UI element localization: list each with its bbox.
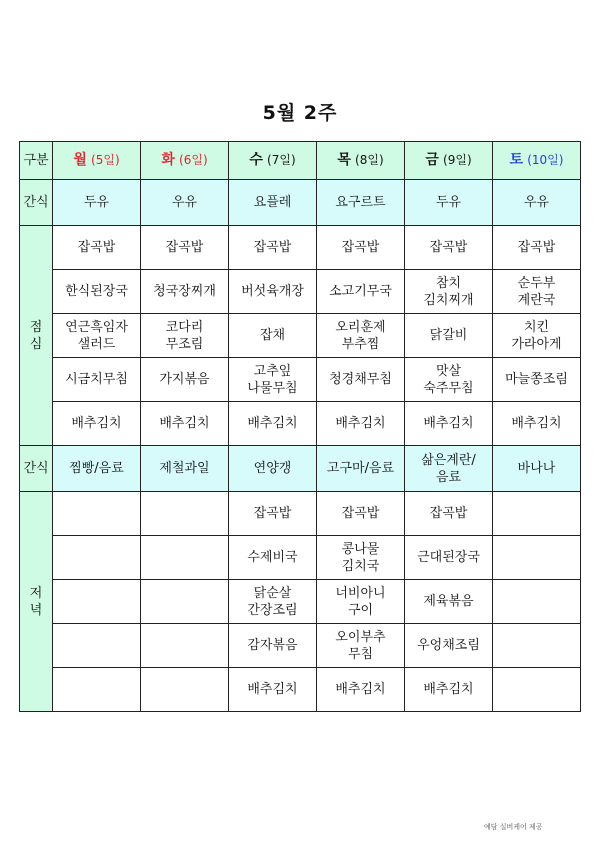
menu-cell: 잡곡밥 xyxy=(405,492,493,536)
menu-cell xyxy=(493,624,581,668)
menu-cell: 찜빵/음료 xyxy=(53,446,141,492)
menu-cell: 배추김치 xyxy=(493,402,581,446)
menu-cell xyxy=(141,536,229,580)
header-day xyxy=(493,142,581,180)
day-date: (9일) xyxy=(443,153,472,167)
menu-cell: 잡곡밥 xyxy=(141,226,229,270)
menu-cell xyxy=(53,536,141,580)
header-day xyxy=(317,142,405,180)
afternoon-snack-row xyxy=(20,446,581,492)
menu-cell: 고구마/음료 xyxy=(317,446,405,492)
menu-cell: 잡곡밥 xyxy=(317,226,405,270)
menu-cell: 우엉채조림 xyxy=(405,624,493,668)
lunch-row xyxy=(20,226,581,270)
menu-cell: 잡곡밥 xyxy=(405,226,493,270)
menu-cell: 연근흑임자 샐러드 xyxy=(53,314,141,358)
dinner-row xyxy=(20,536,581,580)
dinner-row xyxy=(20,492,581,536)
menu-cell: 청경채무침 xyxy=(317,358,405,402)
dinner-row xyxy=(20,668,581,712)
menu-cell: 배추김치 xyxy=(141,402,229,446)
menu-cell: 연양갱 xyxy=(229,446,317,492)
menu-cell: 청국장찌개 xyxy=(141,270,229,314)
header-day xyxy=(53,142,141,180)
menu-cell: 배추김치 xyxy=(317,402,405,446)
dinner-label: 저 녁 xyxy=(20,492,53,712)
day-name: 수 xyxy=(249,152,263,168)
day-date: (7일) xyxy=(267,153,296,167)
menu-cell: 요구르트 xyxy=(317,180,405,226)
menu-cell: 맛살 숙주무침 xyxy=(405,358,493,402)
menu-cell: 배추김치 xyxy=(405,402,493,446)
menu-cell: 배추김치 xyxy=(53,402,141,446)
header-row xyxy=(20,142,581,180)
menu-cell: 마늘쫑조림 xyxy=(493,358,581,402)
menu-cell: 우유 xyxy=(493,180,581,226)
menu-cell xyxy=(141,624,229,668)
dinner-row xyxy=(20,580,581,624)
menu-cell: 제육볶음 xyxy=(405,580,493,624)
menu-cell: 근대된장국 xyxy=(405,536,493,580)
page-title: 5월 2주 xyxy=(262,102,338,124)
menu-cell: 잡곡밥 xyxy=(53,226,141,270)
footer-credit: 예담 실버케어 제공 xyxy=(484,823,543,831)
morning-snack-label: 간식 xyxy=(20,180,53,226)
menu-cell: 닭순살 간장조림 xyxy=(229,580,317,624)
menu-cell: 순두부 계란국 xyxy=(493,270,581,314)
day-name: 목 xyxy=(337,152,351,168)
menu-cell: 잡곡밥 xyxy=(317,492,405,536)
menu-cell: 두유 xyxy=(405,180,493,226)
menu-cell: 수제비국 xyxy=(229,536,317,580)
menu-cell xyxy=(53,624,141,668)
day-date: (5일) xyxy=(91,153,120,167)
menu-cell: 배추김치 xyxy=(229,668,317,712)
menu-cell: 고추잎 나물무침 xyxy=(229,358,317,402)
day-name: 토 xyxy=(509,152,524,168)
dinner-row xyxy=(20,624,581,668)
menu-cell: 치킨 가라아게 xyxy=(493,314,581,358)
day-name: 화 xyxy=(161,152,175,168)
menu-cell: 오리훈제 부추찜 xyxy=(317,314,405,358)
lunch-row xyxy=(20,314,581,358)
menu-cell: 콩나물 김치국 xyxy=(317,536,405,580)
menu-cell: 가지볶음 xyxy=(141,358,229,402)
menu-cell xyxy=(141,492,229,536)
menu-cell: 두유 xyxy=(53,180,141,226)
menu-cell: 소고기무국 xyxy=(317,270,405,314)
menu-cell: 감자볶음 xyxy=(229,624,317,668)
menu-cell xyxy=(53,492,141,536)
menu-cell: 제철과일 xyxy=(141,446,229,492)
menu-cell: 삶은계란/ 음료 xyxy=(405,446,493,492)
menu-cell xyxy=(141,580,229,624)
menu-cell: 너비아니 구이 xyxy=(317,580,405,624)
header-day xyxy=(229,142,317,180)
weekly-menu-table xyxy=(19,141,581,712)
menu-cell: 오이부추 무침 xyxy=(317,624,405,668)
menu-cell xyxy=(53,580,141,624)
menu-cell xyxy=(493,492,581,536)
menu-cell xyxy=(493,580,581,624)
menu-cell: 참치 김치찌개 xyxy=(405,270,493,314)
menu-cell: 코다리 무조림 xyxy=(141,314,229,358)
lunch-label: 점 심 xyxy=(20,226,53,446)
header-day xyxy=(141,142,229,180)
day-date: (10일) xyxy=(527,153,564,167)
menu-cell: 잡곡밥 xyxy=(229,226,317,270)
day-date: (8일) xyxy=(355,153,384,167)
menu-cell: 시금치무침 xyxy=(53,358,141,402)
menu-cell xyxy=(141,668,229,712)
lunch-row xyxy=(20,358,581,402)
menu-cell: 잡채 xyxy=(229,314,317,358)
menu-cell: 배추김치 xyxy=(317,668,405,712)
day-name: 금 xyxy=(425,152,439,168)
header-gubun: 구분 xyxy=(20,142,53,180)
menu-cell: 한식된장국 xyxy=(53,270,141,314)
afternoon-snack-label: 간식 xyxy=(20,446,53,492)
morning-snack-row xyxy=(20,180,581,226)
menu-cell: 바나나 xyxy=(493,446,581,492)
menu-cell: 잡곡밥 xyxy=(493,226,581,270)
menu-cell: 닭갈비 xyxy=(405,314,493,358)
menu-cell: 요플레 xyxy=(229,180,317,226)
lunch-row xyxy=(20,402,581,446)
menu-cell xyxy=(493,536,581,580)
menu-cell xyxy=(493,668,581,712)
day-date: (6일) xyxy=(179,153,208,167)
menu-cell: 버섯육개장 xyxy=(229,270,317,314)
menu-cell: 배추김치 xyxy=(229,402,317,446)
menu-cell: 우유 xyxy=(141,180,229,226)
lunch-row xyxy=(20,270,581,314)
menu-cell: 배추김치 xyxy=(405,668,493,712)
header-day xyxy=(405,142,493,180)
menu-cell xyxy=(53,668,141,712)
menu-cell: 잡곡밥 xyxy=(229,492,317,536)
day-name: 월 xyxy=(73,152,87,168)
